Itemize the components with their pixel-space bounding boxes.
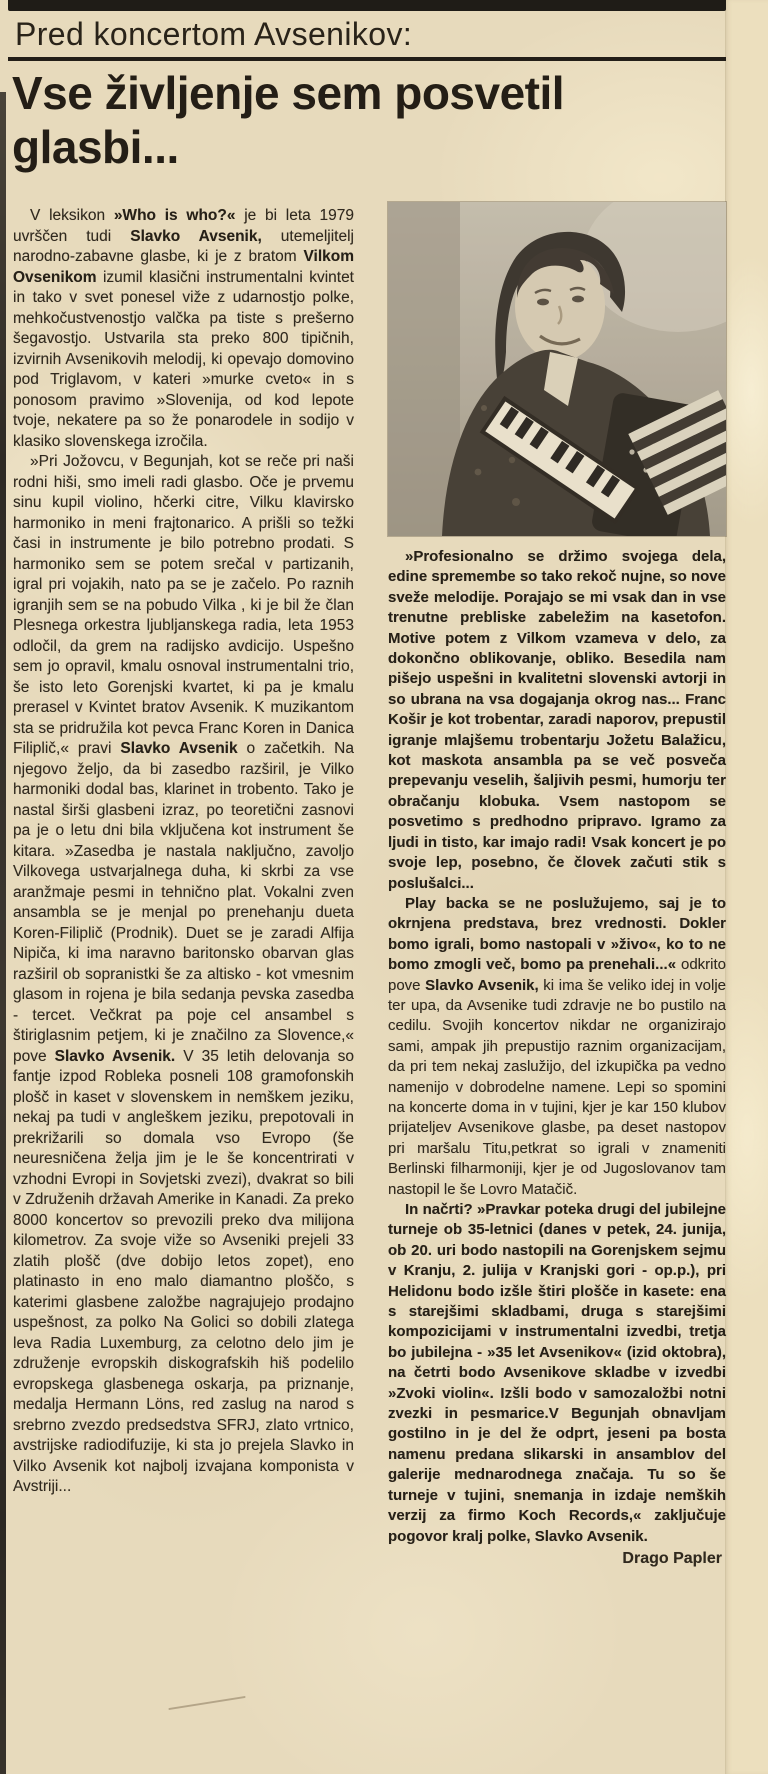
page-left-edge — [0, 92, 6, 1774]
paragraph: V leksikon »Who is who?« je bi leta 1979 uvrščen tudi Slavko Avsenik, utemeljitelj narodno-zabavne glasbe, ki je z bratom Vilkom Ovsenikom izumil klasični instrumentalni kvintet in tako v svet ponesel viže z udarnostjo polke, mehkočustvenostjo valčka pa tiste s prešerno šegavostjo. Ustvarila sta preko 800 tipičnih, izvirnih Avsenikovih melodij, ki opevajo domovino pod Triglavom, v kateri »murke cveto« in s ponosom pravimo »Slovenija, od kod lepote tvoje, nekatere pa so že ponarodele in sodijo v klasiko slovenskega izročila. — [13, 207, 355, 450]
slavko-avsenik-accordion-photo — [388, 202, 726, 536]
portrait-illustration — [388, 202, 726, 536]
paragraph: In načrti? »Pravkar poteka drugi del jubilejne turneje ob 35-letnici (danes v petek, 24. junija, ob 20. uri bodo nastopili na Gorenjskem sejmu v Kranju, 2. julija v Kranjski gori - op.p.), pri Helidonu bodo izšle štiri plošče in kasete: ena s starejšimi skladbami, druga s starejšimi kompozicijami v instrumentalni izvedbi, tretja bo jubilejna - »35 let Avsenikov« (izid oktobra), na četrti bodo Avsenikove skladbe v izvedbi »Zvoki violin«. Izšli bodo v samozaložbi notni zvezki in pesmarice.V Begunjah obnavljam gostilno in je del že odprt, jeseni pa bosta namenu predana slikarski in ansamblov del galerije mednarodnega značaja. Tu so še turneje v tujini, snemanja in izdaje nemških verzij za firmo Koch Records,« zaključuje pogovor kralj polke, Slavko Avsenik. — [388, 1201, 726, 1545]
paragraph: »Pri Jožovcu, v Begunjah, kot se reče pri naši rodni hiši, smo imeli radi glasbo. Oče je prvemu sinu kupil violino, hčerki citre, Vilku klavirsko harmoniko in meni frajtonarico. A prišli so težki časi in instrumente je bilo potrebno prodati. S harmoniko sem se potem srečal v partizanih, igral pri vojakih, nato pa se je začelo. Po raznih igranjih sem se na pobudo Vilka , ki je bil že član Plesnega orkestra ljubljanskega radia, leta 1953 odločil, da grem na radijsko avdicijo. Uspešno sem jo opravil, kmalu osnoval instrumentalni trio, še isto leto Gorenjski kvartet, ki pa je kmalu prerasel v Kvintet bratov Avsenik. K muzikantom sta se pridružila kot pevca Franc Koren in Danica Filiplič,« pravi Slavko Avsenik o začetkih. Na njegovo željo, da bi zasedbo razširil, je Vilko harmoniki dodal bas, klarinet in trobento. Tako je nastal širši glasbeni izraz, po teoretični zasnovi pa je o letu dni bila vključena kot instrument še kitara. »Zasedba je nastala naključno, zavoljo Vilkovega ustvarjalnega duha, ki skrbi za vse aranžmaje pesmi in tehnično plat. Vokalni zven ansambla se je menjal po prenehanju dueta Koren-Filiplič (Prodnik). Duet se je zaradi Alfija Nipiča, ki ima naravno baritonsko obarvan glas razširil ob sopranistki še za altisko - kot vmesnim glasom in rojena je bila sedanja pevska zasedba - tercet. Večkrat pa poje cel ansambel s štiriglasnim petjem, ki je značilno za Slovence,« pove Slavko Avsenik. V 35 letih delovanja so fantje izpod Robleka posneli 108 gramofonskih plošč in kaset v slovenskem in nemškem jeziku, nekaj pa tudi v angleškem jeziku, prepotovali in prekrižarili so domala vso Evropo (še neuresničena želja jim je le še koncentrirati v vzhodni Evropi in Sovjetski zvezi), dvakrat so bili v Združenih državah Amerike in Kanadi. Za preko 8000 koncertov so prevozili preko dva milijona kilometrov. Za svoje viže so Avseniki prejeli 33 zlatih plošč (dve dobijo letos zopet), eno platinasto in eno malo diamantno ploščo, s katerimi glasbene založbe nagrajujejo prodajno uspešnost, za polko Na Golici so dobili zlatega leva Radia Luxemburg, za celotno delo jim je združenje evropskih diskografskih hiš podelilo evropskega glasbenega oskarja, pa priznanje, medalja Hermann Löns, red zaslug na narod s srebrno zvezdo predsedstva SFRJ, zlato vrtnico, avstrijske radiodifuzije, ki sta jo prejela Slavko in Vilko Avsenik kot najbolj izvajana komponista v Avstriji... — [13, 453, 354, 1495]
left-column — [13, 206, 354, 1498]
headline-line-1: Vse življenje sem posvetil — [12, 67, 565, 119]
kicker-rule — [8, 57, 726, 61]
paragraph: »Profesionalno se držimo svojega dela, edine spremembe so tako rekoč nujne, so nove sveže melodije. Porajajo se mi vsak dan in vse trenutne prebliske zabeležim na kasetofon. Motive potem z Vilkom vzameva v delo, za dokončno oblikovanje, obliko. Besedila nam pišejo uspešni in kvalitetni slovenski avtorji in so ubrana na vsa dogajanja okrog nas... Franc Košir je kot trobentar, zaradi naporov, prepustil igranje mlajšemu trobentarju Jožetu Balažicu, kot maskota ansambla pa se več posveča prepevanju veselih, šaljivih pesmi, humorju ter obračanju klobuka. Vsem nastopom se posvetimo s predhodno pripravo. Igramo za ljudi in tisto, kar imajo radi! Vsak koncert je po svoje lep, posebno, če človek začuti stik s poslušalci... — [388, 548, 726, 892]
byline: Drago Papler — [622, 1549, 722, 1567]
kicker: Pred koncertom Avsenikov: — [15, 16, 413, 52]
paragraph: Play backa se ne poslužujemo, saj je to okrnjena predstava, brez vrednosti. Dokler bomo igrali, bomo nastopali v »živo«, ko to ne bomo zmogli več, bomo pa prenehali...« odkrito pove Slavko Avsenik, ki ima še veliko idej in volje ter upa, da Avsenike tudi zdravje ne bo pustilo na cedilu. Svojih koncertov nikdar ne organizirajo sami, ampak jih prepustijo raznim organizacijam, da pri tem nekaj zaslužijo, del izkupička pa vedno namenijo v dobrodelne namene. Lepi so spomini na koncerte doma in v tujini, kjer je kar 150 klubov prijateljev Avsenikove glasbe, pa deset nastopov pri maršalu Titu,petkrat so igrali v znameniti Berlinski filharmoniji, kjer je od Jugoslovanov tam nastopil le še Lovro Matačič. — [388, 894, 726, 1198]
headline-line-2: glasbi... — [12, 121, 179, 173]
right-column — [388, 202, 726, 1569]
headline — [12, 66, 564, 174]
top-rule — [8, 0, 726, 11]
paper-crease — [168, 1696, 245, 1710]
paper-right-margin — [725, 0, 768, 1774]
